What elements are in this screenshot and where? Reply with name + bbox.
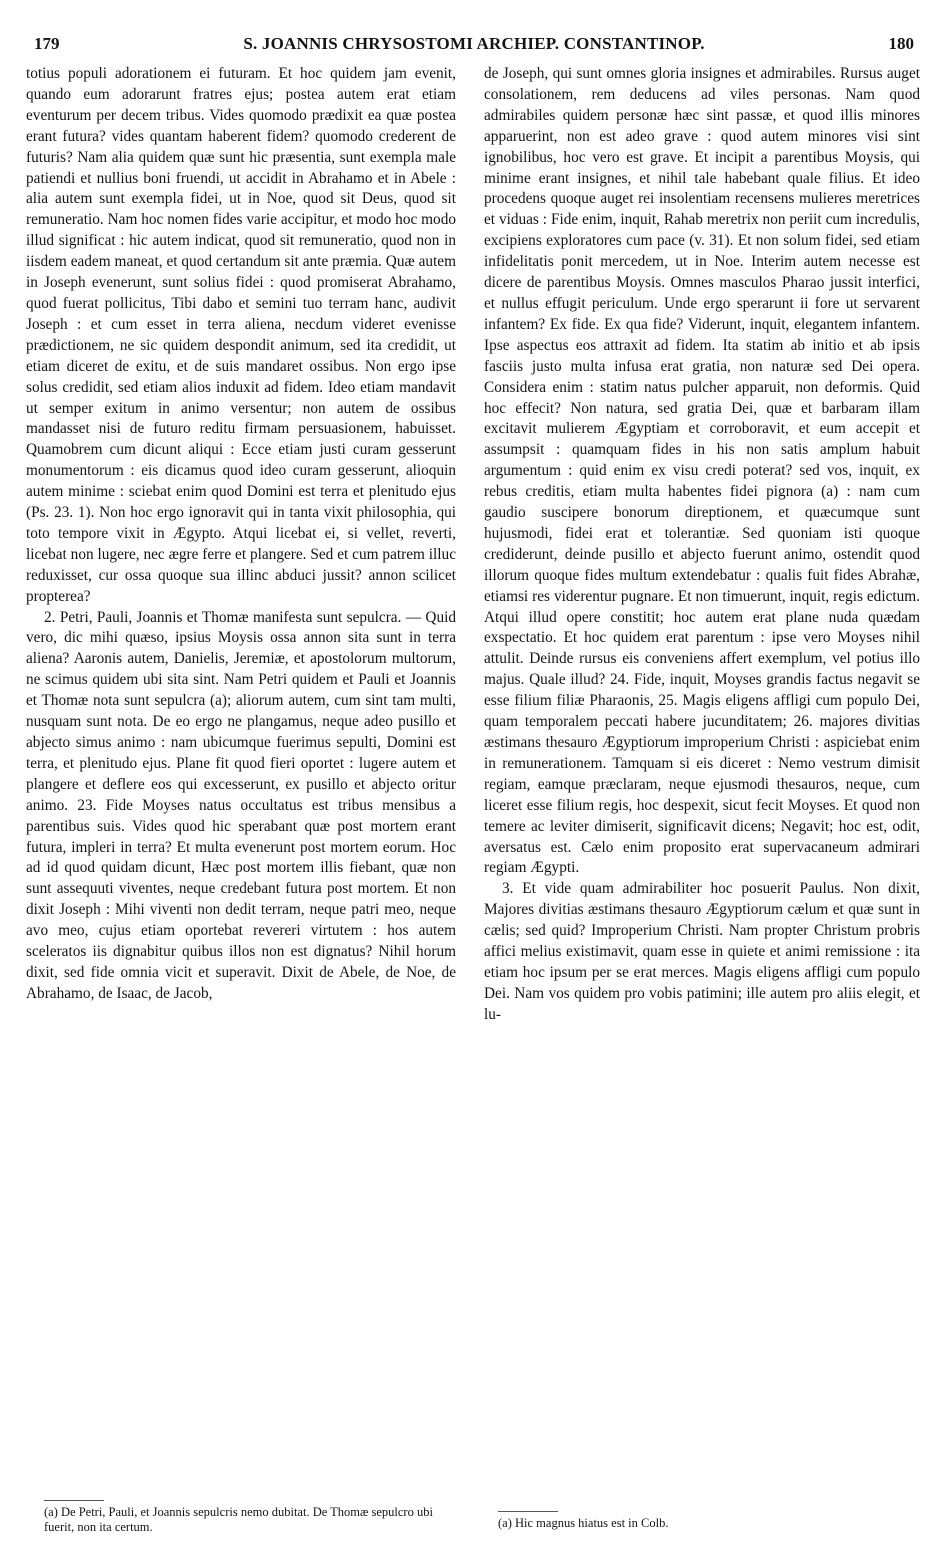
left-paragraph-2: 2. Petri, Pauli, Joannis et Thomæ manifesta sunt sepulcra. — Quid vero, dic mihi quæso, ipsius Moysis ossa annon sita sunt in terra aliena? Aaronis autem, Danielis, Jeremiæ, et apostolorum multorum, ne scimus quidem ubi sita sint. Nam Petri quidem et Pauli et Joannis et Thomæ nota sunt sepulcra (a); aliorum autem, cum sint tam multi, nusquam sunt nota. De eo ergo ne plangamus, neque adeo pusillo et abjecto simus animo : nam ubicumque fuerimus sepulti, Domini est terra, et plenitudo ejus. Plane fit quod fieri oportet : lugere autem et plangere et deflere eos qui excesserunt, ex pusillo et abjecto oritur animo. 23. Fide Moyses natus occultatus est tribus mensibus a parentibus suis. Vides quod hic sperabant quæ post mortem erant futura, impleri in terra? Et multa evenerunt post mortem eorum. Hoc ad id quod quidam dicunt, Hæc post mortem illis fiebant, quæ non sunt assequuti viventes, neque credebant futura post mortem. Et non dixit Joseph : Mihi viventi non dedit terram, neque patri meo, neque avo meo, cujus etiam oportebat revereri virtutem : hos autem sceleratos iis dignabitur quibus illos non est dignatus? Nihil horum dixit, sed fide omnia vicit et superavit. Dixit de Abele, de Noe, de Abrahamo, de Isaac, de Jacob, (26, 608, 456, 1002)
left-column (26, 64, 456, 1005)
page-number-left: 179 (34, 34, 60, 53)
running-header (34, 34, 914, 60)
right-paragraph-2: 3. Et vide quam admirabiliter hoc posuerit Paulus. Non dixit, Majores divitias æstimans thesauro Ægyptiorum cælum et quæ sunt in cælis; sed quid? Improperium Christi. Nam propter Christum probris affici melius existimavit, quam esse in quiete et animi remissione : ita etiam hoc ipsum per se erat merces. Magis eligens affligi cum populo Dei. Nam vos quidem pro vobis patimini; ille autem pro aliis elegit, et lu- (484, 880, 920, 1023)
running-title: S. JOANNIS CHRYSOSTOMI ARCHIEP. CONSTANTINOP. (243, 34, 705, 53)
footnote-right: (a) Hic magnus hiatus est in Colb. (498, 1516, 669, 1530)
footnote-rule-right (498, 1511, 558, 1512)
page-number-right: 180 (888, 34, 914, 53)
left-paragraph-1: totius populi adorationem ei futuram. Et hoc quidem jam evenit, quando eum adorarunt fratres ejus; postea autem erat etiam eventurum per decem tribus. Vides quomodo prædixit ea quæ postea erant futura? vides quantam haberent fidem? quomodo crederent de futuris? Nam alia quidem quæ sunt hic præsentia, sunt exempla male patiendi et nullius boni fruendi, ut accidit in Abrahamo et in Abele : alia autem sunt exempla fidei, ut in Noe, quod sit Deus, quod sit remuneratio. Nam hoc nomen fides varie accipitur, et modo hoc modo illud significat : hic autem indicat, quod sit remuneratio, quod non in iisdem eadem maneat, et quod certandum sit ante præmia. Quæ autem in Joseph evenerunt, sunt solius fidei : quod promiserat Abrahamo, quod fuerat pollicitus, Tibi dabo et semini tuo terram hanc, audivit Joseph : et cum esset in terra aliena, necdum videret evenisse prædictionem, ne sic quidem despondit animum, sed ita credidit, ut etiam diceret de exitu, et de suis mandaret ossibus. Non ergo ipse solus credidit, sed etiam alios induxit ad fidem. Ideo etiam mandavit ut semper exitum in animo versentur; non autem de ossibus mandasset nisi de futuro reditu firmam persuasionem, habuisset. Quamobrem cum dicunt aliqui : Ecce etiam justi curam gesserunt monumentorum : eis dicamus quod ideo curam gesserunt, alioquin autem minime : sciebat enim quod Domini est terra et plenitudo ejus (Ps. 23. 1). Non hoc ergo ignoravit qui in tanta vixit philosophia, qui toto tempore vixit in Ægypto. Atqui licebat ei, si vellet, reverti, licebat non lugere, nec ægre ferre et plangere. Sed et cum patrem illuc reduxisset, cur ossa quoque sua illinc abduci jussit? annon scilicet propterea? (26, 65, 456, 605)
footnote-left: (a) De Petri, Pauli, et Joannis sepulcris nemo dubitat. De Thomæ sepulcro ubi fuerit, non ita certum. (44, 1505, 433, 1534)
footnote-rule-left (44, 1500, 104, 1501)
right-column (484, 64, 920, 1026)
right-paragraph-1: de Joseph, qui sunt omnes gloria insignes et admirabiles. Rursus auget consolationem, rem deducens ad viles personas. Nam quod admirabiles quidem personæ hæc sint passæ, et quod illis minores apparuerint, non est adeo grave : quod autem minores visi sint ignobilibus, hoc vero est grave. Et incipit a parentibus Moysis, qui minime erant insignes, et nihil tale habebant quale filius. Et ideo procedens quoque auget rei insolentiam recensens mulieres meretrices et viduas : Fide enim, inquit, Rahab meretrix non periit cum incredulis, excipiens exploratores cum pace (v. 31). Et non solum fidei, sed etiam infidelitatis ponit mercedem, ut in Noe. Interim autem necesse est dicere de parentibus Moysis. Omnes masculos Pharao jussit interfici, et nullus effugit periculum. Unde ergo sperarunt ii fore ut servarent infantem? Ex fide. Ex qua fide? Viderunt, inquit, elegantem infantem. Ipse aspectus eos attraxit ad fidem. Ita statim ab initio et ab ipsis fasciis justo multa infusa erat gratia, non naturæ sed Dei opera. Considera enim : statim natus pulcher apparuit, non deformis. Quid hoc effecit? Non natura, sed gratia Dei, quæ et barbaram illam excitavit mulierem Ægyptiam et corroboravit, et eum accepit et assumpsit : quamquam fides in his non satis amplum habuit argumentum : quid enim ex visu credi poterat? sed vos, inquit, ex rebus creditis, etiam multa habentes fidei pignora (a) : nam cum gaudio suscipere bonorum direptionem, et quæcumque sunt hujusmodi, fidei erat et tolerantiæ. Sed quoniam isti quoque crediderunt, deinde pusillo et abjecto fuerunt animo, ostendit quod illorum quoque fides multum extendebatur : qualis fuit fides Abrahæ, etiamsi res viderentur pugnare. Et non timuerunt, inquit, regis edictum. Atqui illud opere constitit; hoc autem erat plane nuda quædam exspectatio. Et hoc quidem erat parentum : ipse vero Moyses nihil attulit. Deinde rursus eis conveniens affert exemplum, vel potius illo majus. Quale illud? 24. Fide, inquit, Moyses grandis factus negavit se esse filium filiæ Pharaonis, 25. Magis eligens affligi cum populo Dei, quam temporalem peccati habere jucunditatem; 26. majores divitias æstimans thesauro Ægyptiorum improperium Christi : aspiciebat enim in remunerationem. Tamquam si eis diceret : Nemo vestrum dimisit regiam, eamque præclaram, neque ejusmodi thesauros, neque, cum liceret esse filium regis, hoc despexit, sicut fecit Moyses. Et quod non temere ac leviter dimiserit, significavit dicens; Negavit; hoc est, odit, aversatus est. Cælo enim proposito erat supervacaneum admirari regiam Ægypti. (484, 65, 920, 877)
